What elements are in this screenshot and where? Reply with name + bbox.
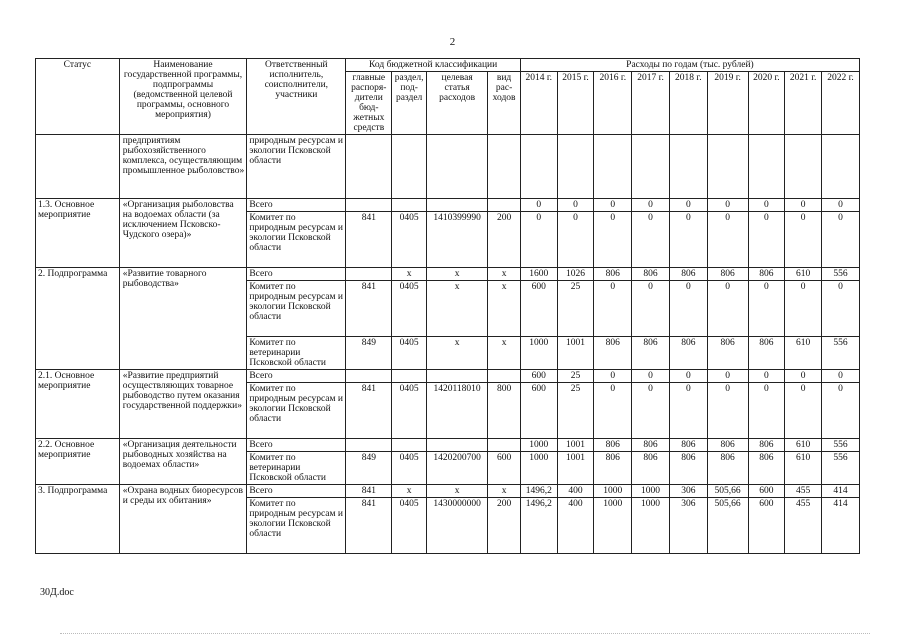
year-value-cell: 806 [748, 268, 785, 281]
code-section-cell: 0405 [392, 498, 427, 554]
executor-cell: Всего [247, 199, 346, 212]
name-cell: «Развитие предприятий осуществляющих товарное рыбоводство путем оказания государственной поддержки» [119, 370, 247, 439]
code-section-cell: 0405 [392, 337, 427, 370]
status-cell: 2.1. Основное мероприятие [36, 370, 120, 439]
header-bcc-admin: главные распоря-дители бюд-жетных средств [346, 72, 392, 135]
year-value-cell: 806 [632, 268, 670, 281]
code-admin-cell: 841 [346, 281, 392, 337]
year-value-cell: 610 [785, 439, 822, 452]
year-value-cell: 0 [669, 281, 707, 337]
code-section-cell: x [392, 485, 427, 498]
code-section-cell [392, 439, 427, 452]
year-value-cell: 0 [822, 383, 860, 439]
code-section-cell: x [392, 268, 427, 281]
header-year: 2022 г. [822, 72, 860, 135]
code-type-cell: 800 [488, 383, 521, 439]
year-value-cell: 806 [669, 452, 707, 485]
year-value-cell: 0 [707, 212, 748, 268]
code-article-cell [426, 135, 487, 199]
code-type-cell [488, 370, 521, 383]
year-value-cell [632, 135, 670, 199]
code-type-cell: 200 [488, 212, 521, 268]
code-section-cell: 0405 [392, 452, 427, 485]
year-value-cell: 0 [669, 199, 707, 212]
year-value-cell: 610 [785, 452, 822, 485]
scan-edge-line [60, 633, 870, 635]
year-value-cell: 0 [748, 199, 785, 212]
table-row [36, 439, 860, 452]
header-year: 2018 г. [669, 72, 707, 135]
code-section-cell [392, 135, 427, 199]
code-article-cell: x [426, 268, 487, 281]
year-value-cell: 455 [785, 498, 822, 554]
code-admin-cell [346, 199, 392, 212]
year-value-cell: 806 [669, 337, 707, 370]
header-bcc-section: раздел, под-раздел [392, 72, 427, 135]
year-value-cell: 806 [594, 439, 632, 452]
year-value-cell: 0 [748, 370, 785, 383]
code-article-cell [426, 439, 487, 452]
code-type-cell: x [488, 485, 521, 498]
year-value-cell: 806 [748, 452, 785, 485]
header-bcc-type: вид рас-ходов [488, 72, 521, 135]
code-type-cell [488, 439, 521, 452]
table-row [36, 370, 860, 383]
executor-cell: природным ресурсам и экологии Псковской области [247, 135, 346, 199]
year-value-cell: 0 [822, 370, 860, 383]
year-value-cell: 1000 [632, 485, 670, 498]
year-value-cell: 806 [594, 337, 632, 370]
code-admin-cell: 849 [346, 452, 392, 485]
year-value-cell: 0 [669, 383, 707, 439]
code-type-cell [488, 135, 521, 199]
header-bcc-article: целевая статья расходов [426, 72, 487, 135]
year-value-cell: 0 [520, 212, 557, 268]
year-value-cell: 806 [632, 439, 670, 452]
year-value-cell [557, 135, 594, 199]
year-value-cell [822, 135, 860, 199]
year-value-cell [707, 135, 748, 199]
year-value-cell: 600 [520, 383, 557, 439]
code-admin-cell: 841 [346, 212, 392, 268]
year-value-cell: 1001 [557, 337, 594, 370]
year-value-cell: 1000 [632, 498, 670, 554]
header-expenses: Расходы по годам (тыс. рублей) [520, 59, 859, 72]
name-cell: «Организация рыболовства на водоемах области (за исключением Псковско-Чудского озера)» [119, 199, 247, 268]
code-type-cell [488, 199, 521, 212]
name-cell: предприятиям рыбохозяйственного комплекса, осуществляющим промышленное рыболовство» [119, 135, 247, 199]
executor-cell: Всего [247, 268, 346, 281]
code-admin-cell: 849 [346, 337, 392, 370]
code-article-cell [426, 199, 487, 212]
year-value-cell: 0 [785, 370, 822, 383]
year-value-cell: 306 [669, 498, 707, 554]
year-value-cell: 1600 [520, 268, 557, 281]
year-value-cell: 0 [707, 199, 748, 212]
header-year: 2020 г. [748, 72, 785, 135]
executor-cell: Всего [247, 370, 346, 383]
year-value-cell: 556 [822, 268, 860, 281]
year-value-cell: 0 [748, 383, 785, 439]
status-cell: 1.3. Основное мероприятие [36, 199, 120, 268]
year-value-cell [594, 135, 632, 199]
year-value-cell: 0 [785, 212, 822, 268]
year-value-cell: 806 [632, 452, 670, 485]
name-cell: «Организация деятельности рыбоводных хозяйства на водоемах области» [119, 439, 247, 485]
year-value-cell: 0 [632, 212, 670, 268]
year-value-cell: 0 [707, 383, 748, 439]
year-value-cell: 1000 [520, 439, 557, 452]
year-value-cell [785, 135, 822, 199]
year-value-cell: 0 [748, 212, 785, 268]
year-value-cell: 0 [822, 212, 860, 268]
status-cell: 3. Подпрограмма [36, 485, 120, 554]
year-value-cell: 806 [707, 268, 748, 281]
year-value-cell: 1001 [557, 452, 594, 485]
code-section-cell: 0405 [392, 383, 427, 439]
year-value-cell [669, 135, 707, 199]
executor-cell: Всего [247, 439, 346, 452]
status-cell [36, 135, 120, 199]
year-value-cell: 600 [520, 370, 557, 383]
year-value-cell: 455 [785, 485, 822, 498]
code-admin-cell: 841 [346, 485, 392, 498]
status-cell: 2. Подпрограмма [36, 268, 120, 370]
page-number: 2 [449, 36, 456, 48]
code-section-cell: 0405 [392, 212, 427, 268]
executor-cell: Комитет по природным ресурсам и экологии Псковской области [247, 498, 346, 554]
executor-cell: Комитет по ветеринарии Псковской области [247, 337, 346, 370]
year-value-cell: 0 [557, 212, 594, 268]
code-article-cell: 1420200700 [426, 452, 487, 485]
year-value-cell: 806 [632, 337, 670, 370]
year-value-cell: 1026 [557, 268, 594, 281]
year-value-cell: 0 [632, 383, 670, 439]
footer-filename: 30Д.doc [40, 587, 74, 598]
header-year: 2016 г. [594, 72, 632, 135]
year-value-cell: 0 [557, 199, 594, 212]
year-value-cell: 0 [594, 212, 632, 268]
year-value-cell: 610 [785, 268, 822, 281]
year-value-cell: 414 [822, 498, 860, 554]
executor-cell: Комитет по ветеринарии Псковской области [247, 452, 346, 485]
year-value-cell: 600 [520, 281, 557, 337]
year-value-cell: 806 [707, 337, 748, 370]
name-cell: «Развитие товарного рыбоводства» [119, 268, 247, 370]
name-cell: «Охрана водных биоресурсов и среды их обитания» [119, 485, 247, 554]
code-article-cell: 1420118010 [426, 383, 487, 439]
year-value-cell: 0 [632, 199, 670, 212]
year-value-cell: 806 [748, 439, 785, 452]
table-row [36, 199, 860, 212]
code-type-cell: 200 [488, 498, 521, 554]
header-status: Статус [36, 59, 120, 135]
year-value-cell: 505,66 [707, 498, 748, 554]
year-value-cell: 1496,2 [520, 485, 557, 498]
year-value-cell: 400 [557, 485, 594, 498]
executor-cell: Комитет по природным ресурсам и экологии Псковской области [247, 281, 346, 337]
code-article-cell [426, 370, 487, 383]
code-section-cell [392, 370, 427, 383]
table-row [36, 485, 860, 498]
year-value-cell: 0 [785, 383, 822, 439]
year-value-cell: 414 [822, 485, 860, 498]
header-executor: Ответственный исполнитель, соисполнители, участники [247, 59, 346, 135]
year-value-cell: 600 [748, 485, 785, 498]
code-type-cell: x [488, 281, 521, 337]
year-value-cell: 1000 [520, 452, 557, 485]
year-value-cell: 0 [520, 199, 557, 212]
year-value-cell: 806 [707, 452, 748, 485]
year-value-cell: 0 [594, 370, 632, 383]
header-name: Наименование государственной программы, подпрограммы (ведомственной целевой программы, основного мероприятия) [119, 59, 247, 135]
year-value-cell: 556 [822, 439, 860, 452]
year-value-cell: 806 [669, 439, 707, 452]
year-value-cell: 1000 [594, 485, 632, 498]
year-value-cell: 0 [822, 199, 860, 212]
code-admin-cell: 841 [346, 498, 392, 554]
year-value-cell [520, 135, 557, 199]
year-value-cell: 0 [669, 212, 707, 268]
table-row [36, 268, 860, 281]
year-value-cell: 806 [707, 439, 748, 452]
code-type-cell: x [488, 337, 521, 370]
year-value-cell: 610 [785, 337, 822, 370]
code-article-cell: 1430000000 [426, 498, 487, 554]
year-value-cell: 0 [707, 370, 748, 383]
year-value-cell: 1496,2 [520, 498, 557, 554]
year-value-cell: 0 [785, 281, 822, 337]
code-admin-cell: 841 [346, 383, 392, 439]
year-value-cell: 0 [594, 199, 632, 212]
table-row [36, 135, 860, 199]
year-value-cell [748, 135, 785, 199]
executor-cell: Комитет по природным ресурсам и экологии Псковской области [247, 383, 346, 439]
table-body [36, 135, 860, 554]
year-value-cell: 25 [557, 383, 594, 439]
year-value-cell: 806 [748, 337, 785, 370]
year-value-cell: 1000 [520, 337, 557, 370]
header-year: 2019 г. [707, 72, 748, 135]
code-article-cell: x [426, 485, 487, 498]
code-admin-cell [346, 268, 392, 281]
year-value-cell: 806 [669, 268, 707, 281]
year-value-cell: 556 [822, 337, 860, 370]
code-admin-cell [346, 370, 392, 383]
year-value-cell: 806 [594, 452, 632, 485]
year-value-cell: 400 [557, 498, 594, 554]
code-admin-cell [346, 135, 392, 199]
year-value-cell: 1001 [557, 439, 594, 452]
header-year: 2021 г. [785, 72, 822, 135]
year-value-cell: 0 [594, 281, 632, 337]
year-value-cell: 1000 [594, 498, 632, 554]
year-value-cell: 0 [669, 370, 707, 383]
year-value-cell: 0 [632, 281, 670, 337]
year-value-cell: 0 [748, 281, 785, 337]
year-value-cell: 306 [669, 485, 707, 498]
header-year: 2017 г. [632, 72, 670, 135]
code-section-cell: 0405 [392, 281, 427, 337]
year-value-cell: 25 [557, 281, 594, 337]
year-value-cell: 0 [822, 281, 860, 337]
code-type-cell: x [488, 268, 521, 281]
executor-cell: Комитет по природным ресурсам и экологии Псковской области [247, 212, 346, 268]
code-section-cell [392, 199, 427, 212]
year-value-cell: 600 [748, 498, 785, 554]
header-bcc: Код бюджетной классификации [346, 59, 521, 72]
code-article-cell: 1410399990 [426, 212, 487, 268]
header-year: 2015 г. [557, 72, 594, 135]
code-type-cell: 600 [488, 452, 521, 485]
year-value-cell: 0 [632, 370, 670, 383]
budget-table [35, 58, 860, 554]
header-year: 2014 г. [520, 72, 557, 135]
year-value-cell: 806 [594, 268, 632, 281]
year-value-cell: 505,66 [707, 485, 748, 498]
year-value-cell: 556 [822, 452, 860, 485]
executor-cell: Всего [247, 485, 346, 498]
code-article-cell: x [426, 337, 487, 370]
year-value-cell: 0 [707, 281, 748, 337]
year-value-cell: 0 [785, 199, 822, 212]
year-value-cell: 0 [594, 383, 632, 439]
code-article-cell: x [426, 281, 487, 337]
status-cell: 2.2. Основное мероприятие [36, 439, 120, 485]
code-admin-cell [346, 439, 392, 452]
year-value-cell: 25 [557, 370, 594, 383]
